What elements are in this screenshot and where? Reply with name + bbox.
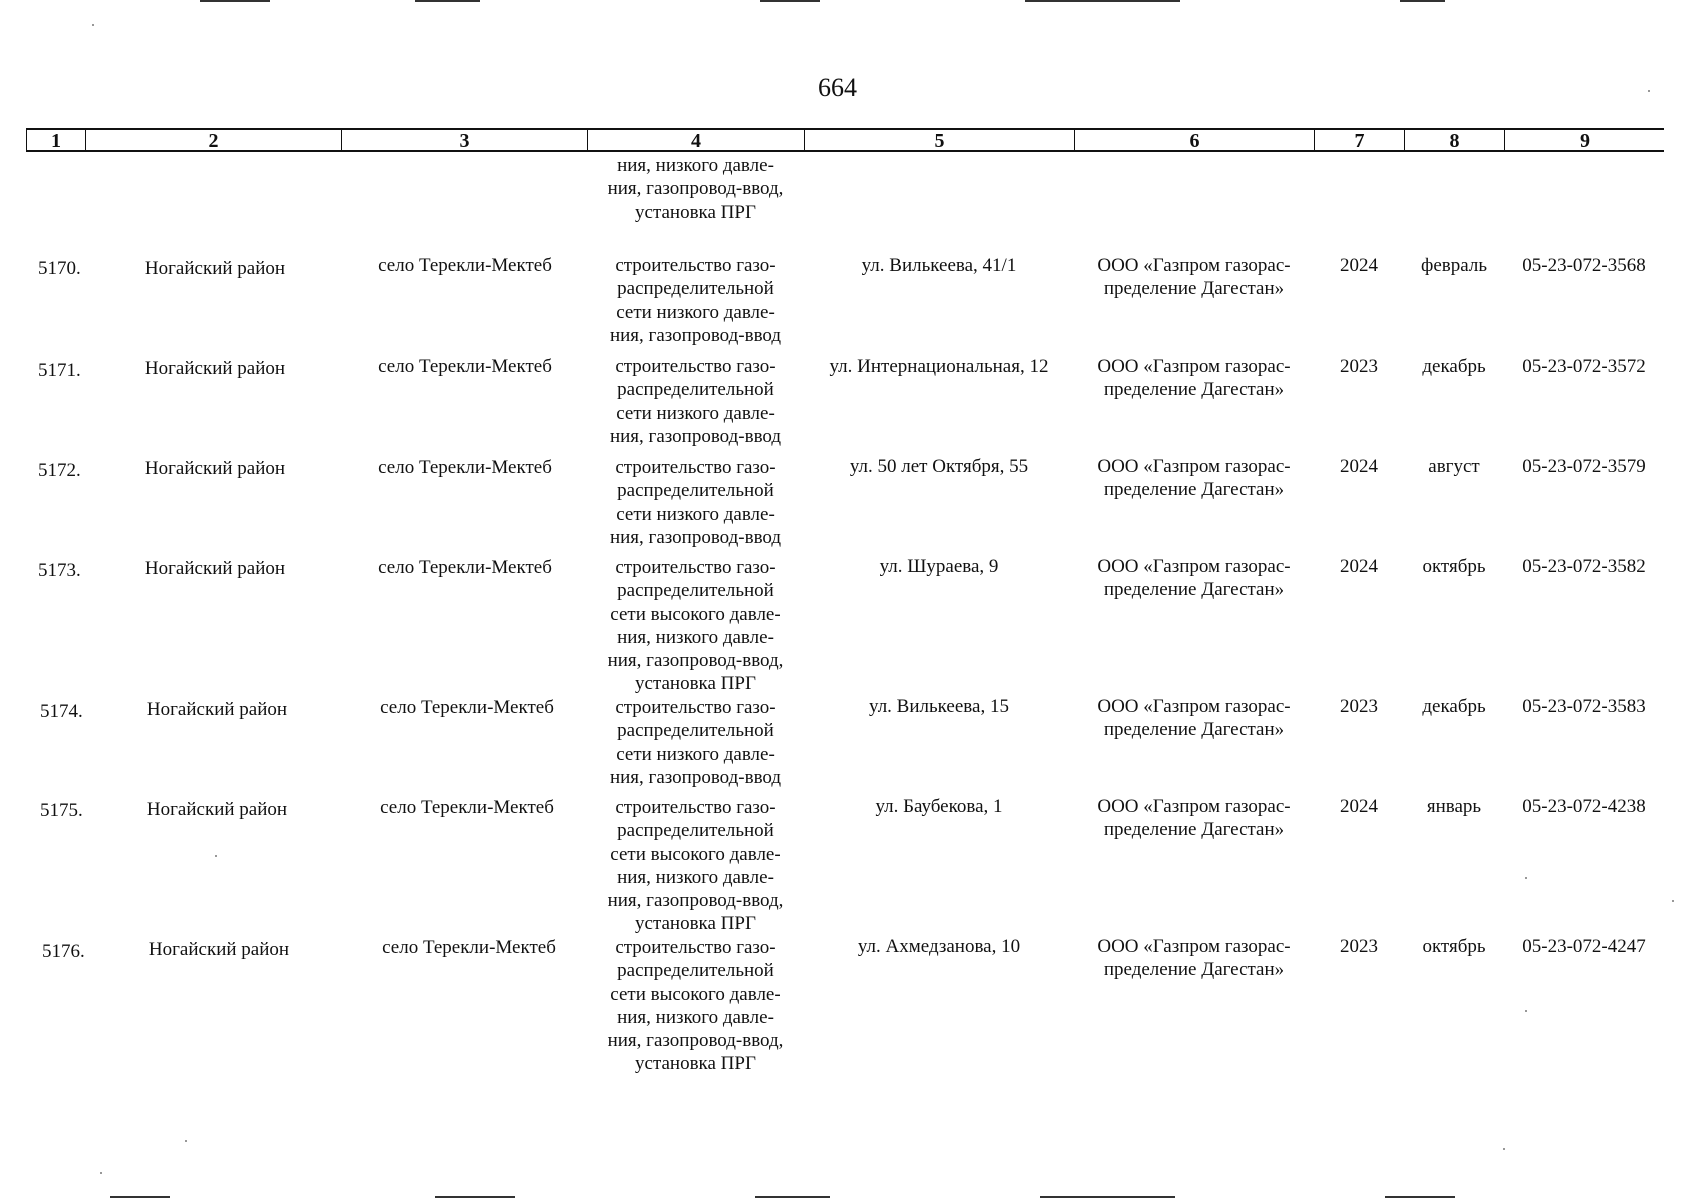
organization: ООО «Газпром газорас- пределение Дагестан» <box>1097 796 1291 841</box>
organization: ООО «Газпром газорас- пределение Дагестан» <box>1097 936 1291 981</box>
year: 2024 <box>1340 556 1378 577</box>
settlement: село Терекли-Мектеб <box>378 356 552 377</box>
column-header-5: 5 <box>805 130 1075 150</box>
organization: ООО «Газпром газорас- пределение Дагестан» <box>1097 356 1291 401</box>
month: январь <box>1426 796 1482 817</box>
code: 05-23-072-3579 <box>1522 456 1646 477</box>
row-number: 5176. <box>42 941 85 962</box>
code: 05-23-072-3572 <box>1522 356 1646 377</box>
work-description: строительство газо- распределительной сети низкого давле- ния, газопровод-ввод <box>609 255 782 346</box>
year: 2023 <box>1340 936 1378 957</box>
code: 05-23-072-3582 <box>1522 556 1646 577</box>
column-header-8: 8 <box>1405 130 1505 150</box>
address: ул. Шураева, 9 <box>879 556 999 577</box>
organization: ООО «Газпром газорас- пределение Дагестан» <box>1097 456 1291 501</box>
settlement: село Терекли-Мектеб <box>380 697 554 718</box>
scan-speck <box>1525 877 1527 879</box>
scan-speck <box>92 24 94 26</box>
address: ул. Вилькеева, 41/1 <box>861 255 1017 276</box>
district: Ногайский район <box>148 939 290 960</box>
district: Ногайский район <box>146 799 288 820</box>
settlement: село Терекли-Мектеб <box>378 255 552 276</box>
scan-artifact-line <box>435 1196 515 1198</box>
address: ул. Вилькеева, 15 <box>869 696 1009 717</box>
scan-speck <box>1503 1148 1505 1150</box>
scan-speck <box>1525 1010 1527 1012</box>
month: октябрь <box>1422 936 1486 957</box>
district: Ногайский район <box>144 358 286 379</box>
column-header-3: 3 <box>342 130 588 150</box>
column-header-4: 4 <box>588 130 805 150</box>
scan-artifact-line <box>760 0 820 2</box>
settlement: село Терекли-Мектеб <box>378 457 552 478</box>
work-description: строительство газо- распределительной сети высокого давле- ния, низкого давле- ния, газопровод-ввод, установка ПРГ <box>607 937 784 1075</box>
scan-artifact-line <box>755 1196 830 1198</box>
code: 05-23-072-4238 <box>1522 796 1646 817</box>
scan-speck <box>1672 900 1674 902</box>
continuation-text: ния, низкого давле- ния, газопровод-ввод, установка ПРГ <box>607 155 784 223</box>
code: 05-23-072-3568 <box>1522 255 1646 276</box>
settlement: село Терекли-Мектеб <box>378 557 552 578</box>
settlement: село Терекли-Мектеб <box>382 937 556 958</box>
row-number: 5170. <box>38 258 81 279</box>
year: 2024 <box>1340 796 1378 817</box>
scan-artifact-line <box>1385 1196 1455 1198</box>
scan-artifact-line <box>415 0 480 2</box>
month: декабрь <box>1422 356 1486 377</box>
district: Ногайский район <box>146 699 288 720</box>
year: 2023 <box>1340 696 1378 717</box>
year: 2023 <box>1340 356 1378 377</box>
scan-speck <box>185 1140 187 1142</box>
address: ул. Интернациональная, 12 <box>829 356 1049 377</box>
column-header-1: 1 <box>27 130 86 150</box>
month: декабрь <box>1422 696 1486 717</box>
scan-artifact-line <box>1025 0 1180 2</box>
column-header-6: 6 <box>1075 130 1315 150</box>
year: 2024 <box>1340 255 1378 276</box>
year: 2024 <box>1340 456 1378 477</box>
row-number: 5174. <box>40 701 83 722</box>
scan-speck <box>100 1172 102 1174</box>
district: Ногайский район <box>144 458 286 479</box>
row-number: 5175. <box>40 800 83 821</box>
row-number: 5171. <box>38 360 81 381</box>
organization: ООО «Газпром газорас- пределение Дагестан» <box>1097 556 1291 601</box>
address: ул. Ахмедзанова, 10 <box>857 936 1021 957</box>
address: ул. Баубекова, 1 <box>875 796 1003 817</box>
address: ул. 50 лет Октября, 55 <box>849 456 1029 477</box>
district: Ногайский район <box>144 258 286 279</box>
row-number: 5172. <box>38 460 81 481</box>
month: февраль <box>1421 255 1487 276</box>
scan-artifact-line <box>110 1196 170 1198</box>
organization: ООО «Газпром газорас- пределение Дагестан» <box>1097 255 1291 300</box>
organization: ООО «Газпром газорас- пределение Дагестан» <box>1097 696 1291 741</box>
row-number: 5173. <box>38 560 81 581</box>
work-description: строительство газо- распределительной сети низкого давле- ния, газопровод-ввод <box>609 356 782 447</box>
work-description: строительство газо- распределительной сети низкого давле- ния, газопровод-ввод <box>609 457 782 548</box>
column-header-2: 2 <box>86 130 342 150</box>
work-description: строительство газо- распределительной сети высокого давле- ния, низкого давле- ния, газопровод-ввод, установка ПРГ <box>607 557 784 695</box>
code: 05-23-072-4247 <box>1522 936 1646 957</box>
code: 05-23-072-3583 <box>1522 696 1646 717</box>
district: Ногайский район <box>144 558 286 579</box>
column-header-9: 9 <box>1580 130 1590 152</box>
scan-artifact-line <box>200 0 270 2</box>
work-description: строительство газо- распределительной сети высокого давле- ния, низкого давле- ния, газопровод-ввод, установка ПРГ <box>607 797 784 935</box>
work-description: строительство газо- распределительной сети низкого давле- ния, газопровод-ввод <box>609 697 782 788</box>
month: август <box>1428 456 1480 477</box>
scan-speck <box>215 855 217 857</box>
month: октябрь <box>1422 556 1486 577</box>
scan-artifact-line <box>1040 1196 1175 1198</box>
settlement: село Терекли-Мектеб <box>380 797 554 818</box>
column-header-7: 7 <box>1315 130 1405 150</box>
table-header <box>26 128 1664 152</box>
page-number: 664 <box>818 73 857 102</box>
scan-artifact-line <box>1400 0 1445 2</box>
